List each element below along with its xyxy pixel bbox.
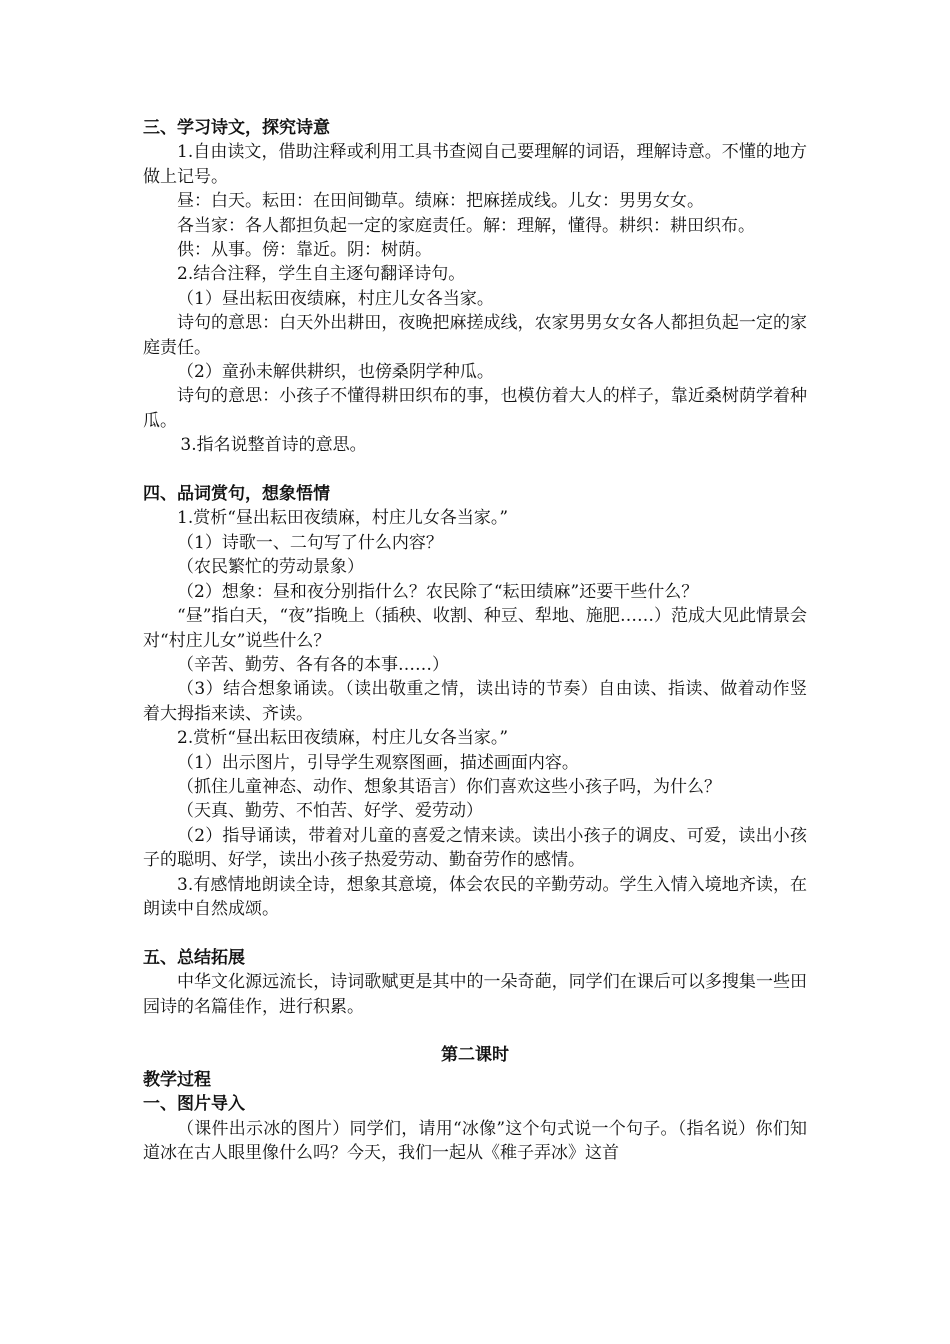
paragraph: （1）诗歌一、二句写了什么内容？ <box>177 532 443 553</box>
paragraph: （2）想象：昼和夜分别指什么？农民除了“耘田绩麻”还要干些什么？ <box>177 581 699 602</box>
paragraph: 诗句的意思：小孩子不懂得耕田织布的事，也模仿着大人的样子，靠近桑树荫学着种瓜。 <box>143 386 807 431</box>
paragraph: 供：从事。傍：靠近。阴：树荫。 <box>177 240 432 261</box>
paragraph: （课件出示冰的图片）同学们，请用“冰像”这个句式说一个句子。（指名说）你们知道冰在古人眼里像什么吗？今天，我们一起从《稚子弄冰》这首 <box>143 1118 807 1164</box>
paragraph: 2.赏析“昼出耘田夜绩麻，村庄儿女各当家。” <box>177 728 509 749</box>
paragraph: 昼：白天。耘田：在田间锄草。绩麻：把麻搓成线。儿女：男男女女。 <box>177 191 704 212</box>
spacer <box>143 1019 807 1043</box>
paragraph: 各当家：各人都担负起一定的家庭责任。解：理解，懂得。耕织：耕田织布。 <box>177 215 755 236</box>
paragraph: （天真、勤劳、不怕苦、好学、爱劳动） <box>177 801 483 822</box>
paragraph: 1.赏析“昼出耘田夜绩麻，村庄儿女各当家。” <box>177 508 509 529</box>
paragraph: 诗句的意思：白天外出耕田，夜晚把麻搓成线，农家男男女女各人都担负起一定的家庭责任。 <box>143 313 807 358</box>
paragraph: （2）童孙未解供耕织，也傍桑阴学种瓜。 <box>177 362 494 383</box>
spacer <box>143 458 807 482</box>
paragraph: （抓住儿童神态、动作、想象其语言）你们喜欢这些小孩子吗，为什么？ <box>177 776 721 797</box>
paragraph: （2）指导诵读，带着对儿童的喜爱之情来读。读出小孩子的调皮、可爱，读出小孩子的聪明、好学，读出小孩子热爱劳动、勤奋劳作的感情。 <box>143 825 807 871</box>
paragraph: （1）昼出耘田夜绩麻，村庄儿女各当家。 <box>177 288 494 309</box>
paragraph: （农民繁忙的劳动景象） <box>177 557 364 578</box>
paragraph: 2.结合注释，学生自主逐句翻译诗句。 <box>177 264 466 285</box>
paragraph: 中华文化源远流长，诗词歌赋更是其中的一朵奇葩，同学们在课后可以多搜集一些田园诗的名篇佳作，进行积累。 <box>143 972 807 1017</box>
paragraph: （1）出示图片，引导学生观察图画，描述画面内容。 <box>177 752 579 773</box>
section-heading-1: 一、图片导入 <box>143 1094 245 1115</box>
paragraph: 3.有感情地朗读全诗，想象其意境，体会农民的辛勤劳动。学生入情入境地齐读，在朗读中自然成颂。 <box>143 874 807 919</box>
paragraph: 1.自由读文，借助注释或利用工具书查阅自己要理解的词语，理解诗意。不懂的地方做上记号。 <box>143 142 807 187</box>
paragraph: （辛苦、勤劳、各有各的本事……） <box>177 654 449 675</box>
paragraph: 3.指名说整首诗的意思。 <box>180 435 367 456</box>
process-heading: 教学过程 <box>143 1069 211 1090</box>
section-heading-4: 四、品词赏句，想象悟情 <box>143 484 330 505</box>
paragraph: （3）结合想象诵读。（读出敬重之情，读出诗的节奏）自由读、指读、做着动作竖着大拇指来读、齐读。 <box>143 679 807 724</box>
lesson-title: 第二课时 <box>441 1045 509 1066</box>
section-heading-3: 三、学习诗文，探究诗意 <box>143 118 330 138</box>
document-page <box>143 116 807 1165</box>
spacer <box>143 921 807 945</box>
paragraph: “昼”指白天，“夜”指晚上（插秧、收割、种豆、犁地、施肥……）范成大见此情景会对“村庄儿女”说些什么？ <box>143 606 807 651</box>
section-heading-5: 五、总结拓展 <box>143 947 245 968</box>
